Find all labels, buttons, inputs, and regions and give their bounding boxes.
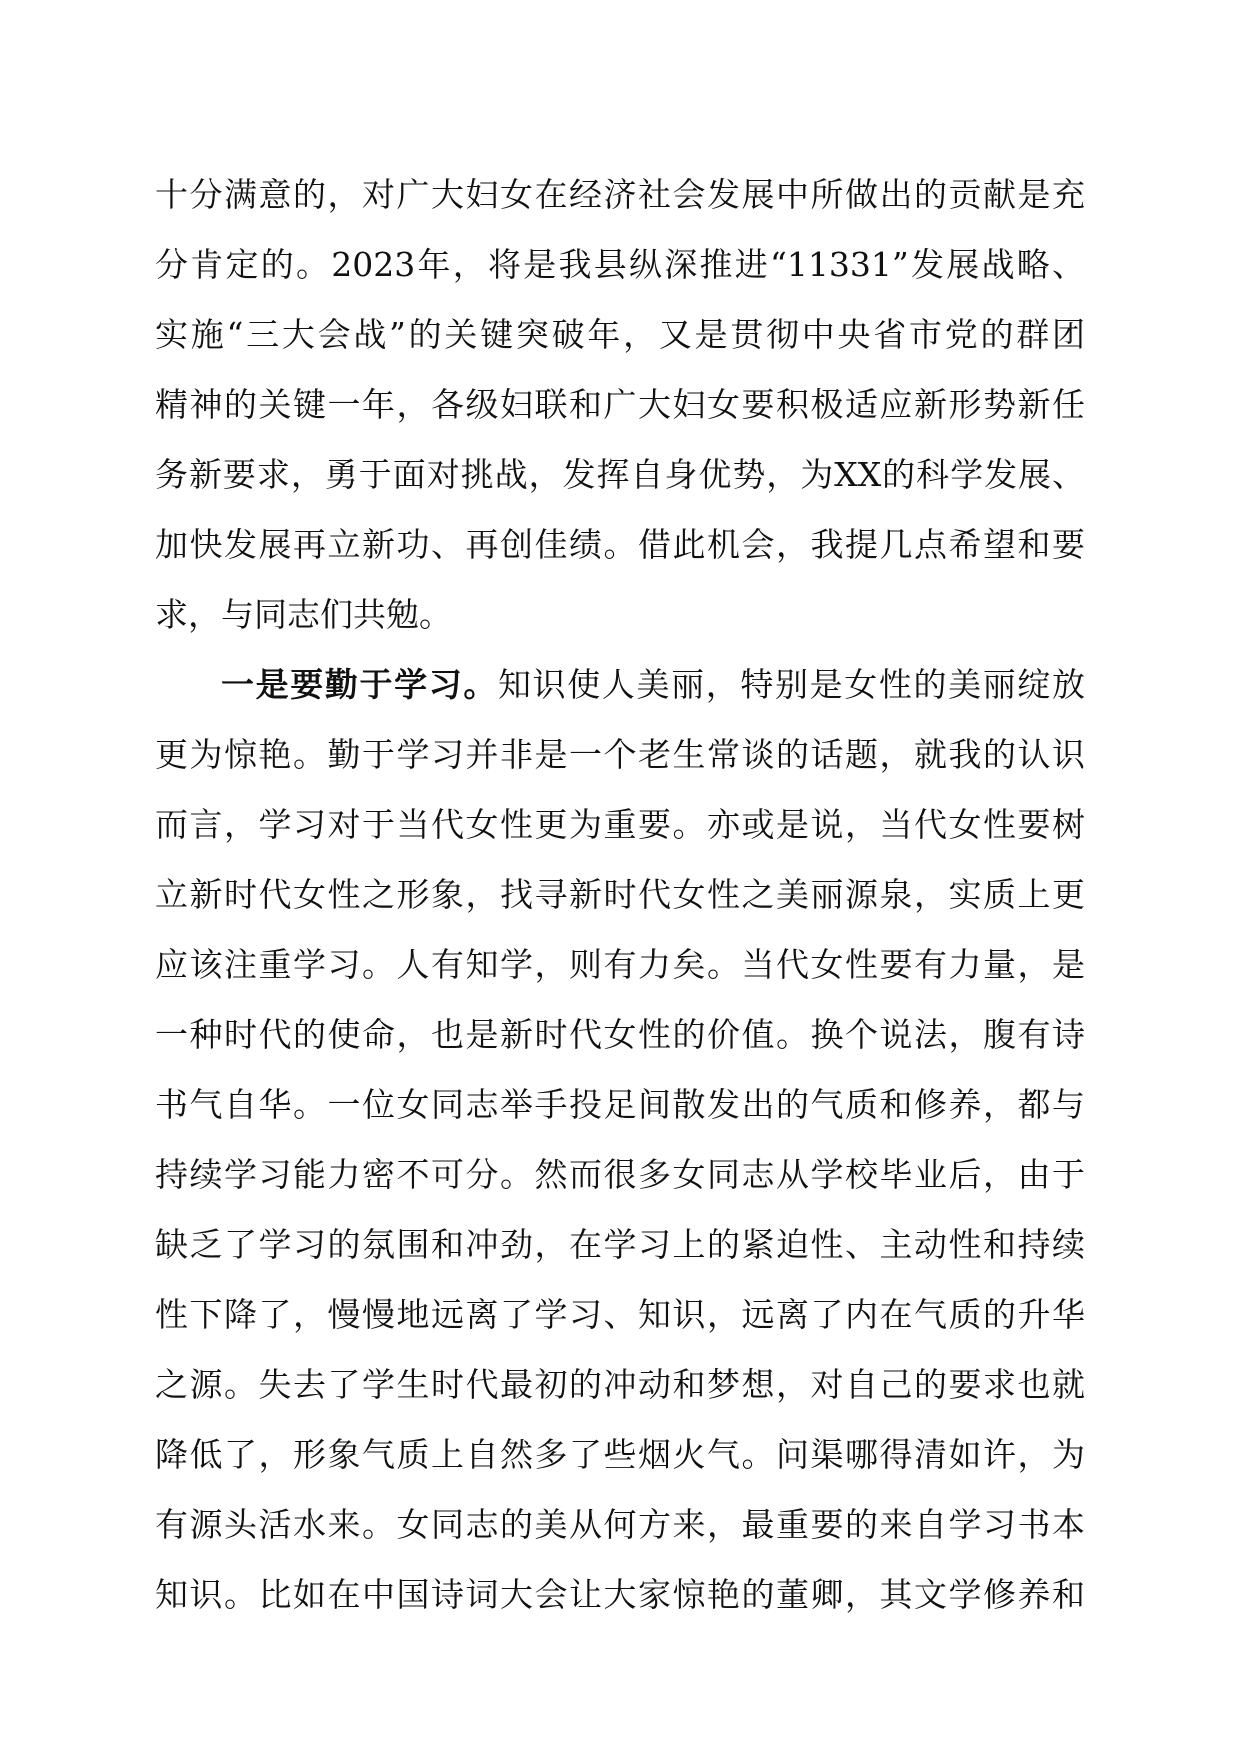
paragraph-line: 分肯定的。2023年，将是我县纵深推进“11331”发展战略、	[155, 245, 1085, 284]
paragraph-line: 降低了，形象气质上自然多了些烟火气。问渠哪得清如许，为	[155, 1435, 1085, 1474]
paragraph-heading-line	[221, 655, 1085, 715]
paragraph-line: 应该注重学习。人有知学，则有力矣。当代女性要有力量，是	[155, 945, 1085, 984]
paragraph-line: 知识。比如在中国诗词大会让大家惊艳的董卿，其文学修养和	[155, 1575, 1085, 1614]
paragraph-line: 持续学习能力密不可分。然而很多女同志从学校毕业后，由于	[155, 1155, 1085, 1194]
paragraph-line: 十分满意的，对广大妇女在经济社会发展中所做出的贡献是充	[155, 175, 1085, 214]
paragraph-line: 之源。失去了学生时代最初的冲动和梦想，对自己的要求也就	[155, 1365, 1085, 1404]
paragraph-line: 求，与同志们共勉。	[155, 595, 452, 634]
paragraph-line: 性下降了，慢慢地远离了学习、知识，远离了内在气质的升华	[155, 1295, 1085, 1334]
paragraph-line: 务新要求，勇于面对挑战，发挥自身优势，为XX的科学发展、	[155, 455, 1085, 494]
paragraph-line: 而言，学习对于当代女性更为重要。亦或是说，当代女性要树	[155, 805, 1085, 844]
paragraph-line: 书气自华。一位女同志举手投足间散发出的气质和修养，都与	[155, 1085, 1085, 1124]
paragraph-line: 更为惊艳。勤于学习并非是一个老生常谈的话题，就我的认识	[155, 735, 1085, 774]
paragraph-line: 加快发展再立新功、再创佳绩。借此机会，我提几点希望和要	[155, 525, 1085, 564]
section-heading: 一是要勤于学习。	[221, 665, 498, 704]
paragraph-line: 有源头活水来。女同志的美从何方来，最重要的来自学习书本	[155, 1505, 1085, 1544]
paragraph-line: 实施“三大会战”的关键突破年，又是贯彻中央省市党的群团	[155, 315, 1085, 354]
paragraph-line: 缺乏了学习的氛围和冲劲，在学习上的紧迫性、主动性和持续	[155, 1225, 1085, 1264]
paragraph-line: 精神的关键一年，各级妇联和广大妇女要积极适应新形势新任	[155, 385, 1085, 424]
heading-line-text: 知识使人美丽，特别是女性的美丽绽放	[498, 665, 1085, 704]
paragraph-line: 一种时代的使命，也是新时代女性的价值。换个说法，腹有诗	[155, 1015, 1085, 1054]
paragraph-line: 立新时代女性之形象，找寻新时代女性之美丽源泉，实质上更	[155, 875, 1085, 914]
